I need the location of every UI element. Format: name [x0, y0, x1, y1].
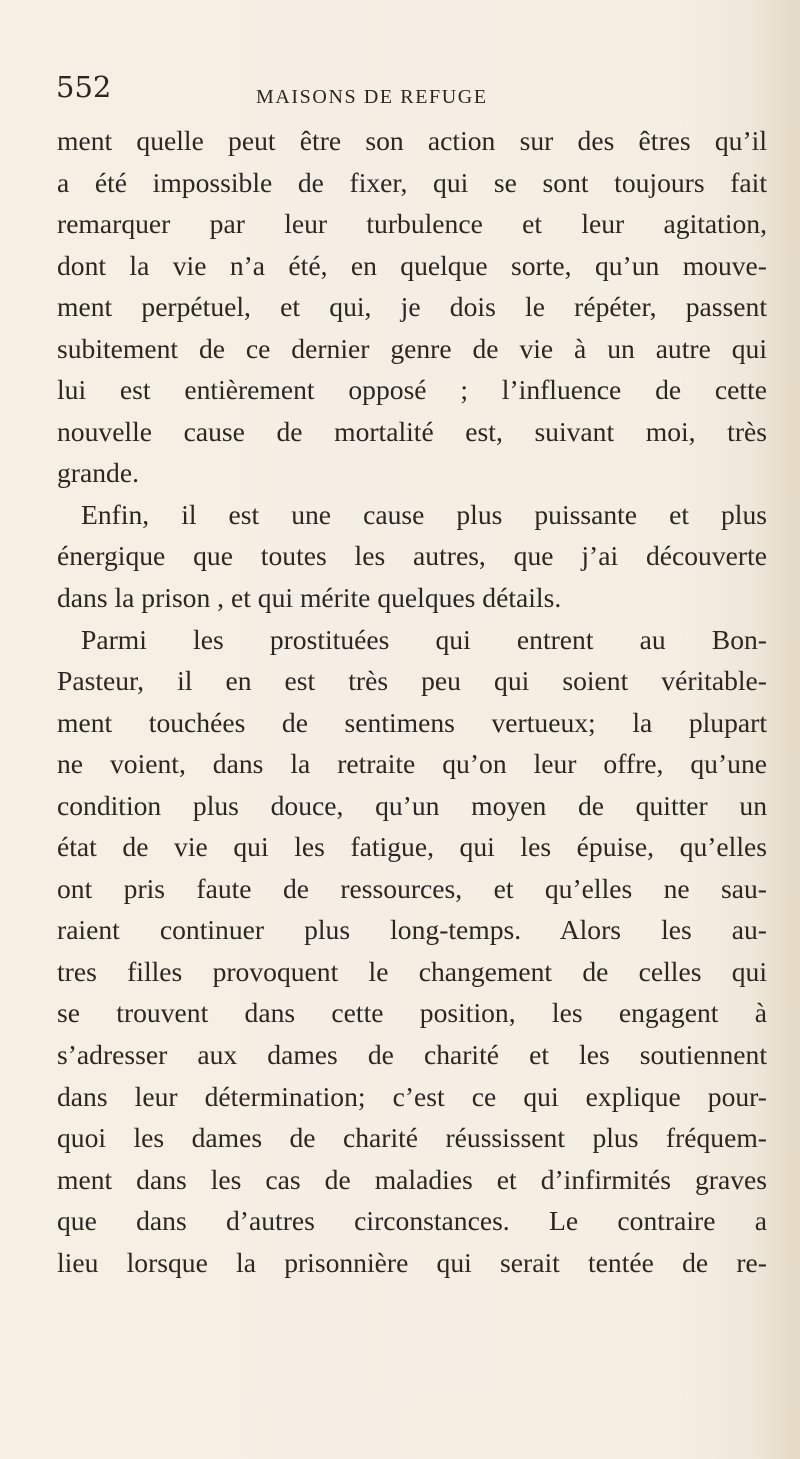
text-line: ne voient, dans la retraite qu’on leur offre, qu’une — [57, 748, 767, 780]
text-line: a été impossible de fixer, qui se sont toujours fait — [57, 166, 767, 198]
body-text — [57, 120, 767, 1283]
text-line: Pasteur, il en est très peu qui soient véritable- — [57, 665, 767, 697]
text-line: ont pris faute de ressources, et qu’elles ne sau- — [57, 872, 767, 904]
text-line: Enfin, il est une cause plus puissante et plus — [81, 498, 767, 530]
text-line: quoi les dames de charité réussissent plus fréquem- — [57, 1122, 767, 1154]
text-line: raient continuer plus long-temps. Alors les au- — [57, 914, 767, 946]
text-line: dans leur détermination; c’est ce qui explique pour- — [57, 1080, 767, 1112]
text-line: tres filles provoquent le changement de celles qui — [57, 955, 767, 987]
text-line: subitement de ce dernier genre de vie à un autre qui — [57, 332, 767, 364]
running-head: MAISONS DE REFUGE — [256, 86, 488, 108]
text-line: remarquer par leur turbulence et leur agitation, — [57, 208, 767, 240]
text-line: que dans d’autres circonstances. Le contraire a — [57, 1205, 767, 1237]
text-line: énergique que toutes les autres, que j’ai découverte — [57, 540, 767, 572]
text-line: grande. — [57, 457, 139, 489]
text-line: ment perpétuel, et qui, je dois le répéter, passent — [57, 291, 767, 323]
text-line: s’adresser aux dames de charité et les soutiennent — [57, 1039, 767, 1071]
text-line: dont la vie n’a été, en quelque sorte, qu’un mouve- — [57, 249, 767, 281]
text-line: ment touchées de sentimens vertueux; la plupart — [57, 706, 767, 738]
text-line: dans la prison , et qui mérite quelques détails. — [57, 582, 562, 614]
text-line: lieu lorsque la prisonnière qui serait tentée de re- — [57, 1246, 767, 1278]
text-line: Parmi les prostituées qui entrent au Bon- — [81, 623, 767, 655]
page-number: 552 — [56, 70, 112, 104]
text-line: état de vie qui les fatigue, qui les épuise, qu’elles — [57, 831, 767, 863]
text-line: nouvelle cause de mortalité est, suivant moi, très — [57, 415, 767, 447]
text-line: ment dans les cas de maladies et d’infirmités graves — [57, 1163, 767, 1195]
text-line: condition plus douce, qu’un moyen de quitter un — [57, 789, 767, 821]
text-line: lui est entièrement opposé ; l’influence de cette — [57, 374, 767, 406]
text-line: ment quelle peut être son action sur des êtres qu’il — [57, 125, 767, 156]
text-line: se trouvent dans cette position, les engagent à — [57, 997, 767, 1029]
